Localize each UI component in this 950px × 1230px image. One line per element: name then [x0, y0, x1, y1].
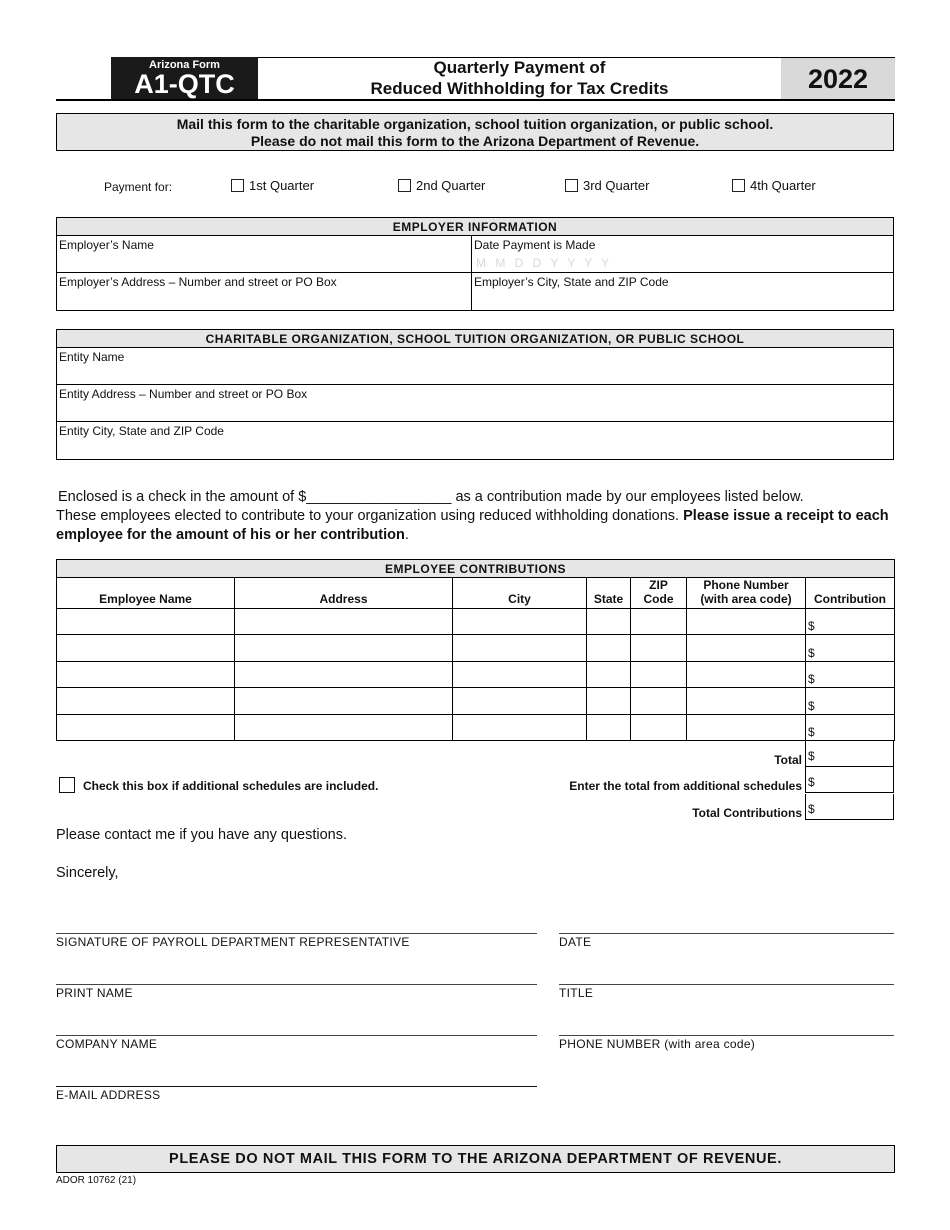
- mail-instructions-banner: [56, 113, 894, 151]
- total-contributions-field[interactable]: $: [805, 794, 894, 820]
- zip-cell[interactable]: [631, 714, 687, 740]
- table-row: [57, 714, 895, 740]
- city-cell[interactable]: [453, 635, 587, 661]
- statement-line1: Enclosed is a check in the amount of $__________________ as a contribution made by our employees listed below.: [58, 489, 804, 505]
- employee-name-cell[interactable]: [57, 661, 235, 687]
- entity-name-label: Entity Name: [59, 350, 125, 364]
- quarter-1-checkbox[interactable]: [231, 179, 244, 192]
- additional-schedules-checkbox-label: Check this box if additional schedules are included.: [83, 779, 379, 793]
- contact-text: Please contact me if you have any questions.: [56, 827, 347, 843]
- company-name-label: COMPANY NAME: [56, 1037, 158, 1051]
- entity-heading: CHARITABLE ORGANIZATION, SCHOOL TUITION ORGANIZATION, OR PUBLIC SCHOOL: [57, 330, 893, 348]
- form-title-line2: Reduced Withholding for Tax Credits: [370, 79, 669, 98]
- state-cell[interactable]: [587, 714, 631, 740]
- form-number-badge: [111, 57, 258, 99]
- print-name-label: PRINT NAME: [56, 986, 133, 1000]
- header-rule: [56, 99, 895, 101]
- quarter-4-label: 4th Quarter: [750, 178, 816, 193]
- table-row: [57, 661, 895, 687]
- quarter-2-label: 2nd Quarter: [416, 178, 486, 193]
- phone-cell[interactable]: [687, 714, 806, 740]
- employer-city-field[interactable]: [471, 273, 893, 310]
- payment-date-placeholder: M M D D Y Y Y Y: [476, 256, 613, 270]
- phone-cell[interactable]: [687, 688, 806, 714]
- mail-instruction-line1: Mail this form to the charitable organization, school tuition organization, or public school.: [176, 116, 774, 132]
- city-cell[interactable]: [453, 714, 587, 740]
- title-line[interactable]: [559, 984, 894, 985]
- state-cell[interactable]: [587, 661, 631, 687]
- state-cell[interactable]: [587, 688, 631, 714]
- sincerely-text: Sincerely,: [56, 865, 119, 881]
- payment-for-label: Payment for:: [104, 180, 173, 194]
- statement-line2: These employees elected to contribute to your organization using reduced withholding donations.: [56, 508, 680, 524]
- phone-cell[interactable]: [687, 635, 806, 661]
- form-year: 2022: [781, 57, 895, 99]
- employee-contributions-table: [56, 559, 895, 741]
- form-label: Arizona Form: [149, 59, 220, 71]
- address-cell[interactable]: [235, 635, 453, 661]
- employer-information-heading: EMPLOYER INFORMATION: [57, 218, 893, 236]
- contributions-body: [57, 609, 895, 741]
- table-row: [57, 609, 895, 635]
- quarter-3-label: 3rd Quarter: [583, 178, 650, 193]
- employee-name-cell[interactable]: [57, 688, 235, 714]
- quarter-2-checkbox[interactable]: [398, 179, 411, 192]
- quarter-1-option[interactable]: [231, 178, 314, 193]
- col-state: State: [587, 578, 631, 609]
- col-address: Address: [235, 578, 453, 609]
- date-label: DATE: [559, 935, 592, 949]
- address-cell[interactable]: [235, 688, 453, 714]
- col-city: City: [453, 578, 587, 609]
- additional-schedules-checkbox[interactable]: [59, 777, 75, 793]
- contribution-cell[interactable]: $: [806, 688, 895, 714]
- zip-cell[interactable]: [631, 635, 687, 661]
- statement-period: .: [404, 527, 409, 543]
- quarter-3-option[interactable]: [565, 178, 649, 193]
- employee-contributions-heading: EMPLOYEE CONTRIBUTIONS: [57, 560, 895, 578]
- employer-information-section: [56, 217, 894, 311]
- phone-cell[interactable]: [687, 661, 806, 687]
- zip-cell[interactable]: [631, 688, 687, 714]
- total-contributions-label: Total Contributions: [692, 806, 802, 820]
- state-cell[interactable]: [587, 635, 631, 661]
- quarter-2-option[interactable]: [398, 178, 485, 193]
- entity-city-field[interactable]: [57, 422, 893, 459]
- employee-name-cell[interactable]: [57, 714, 235, 740]
- quarter-1-label: 1st Quarter: [249, 178, 315, 193]
- total-label: Total: [774, 753, 802, 767]
- address-cell[interactable]: [235, 609, 453, 635]
- col-phone-number: Phone Number (with area code): [687, 578, 806, 609]
- contribution-statement: [56, 488, 901, 545]
- state-cell[interactable]: [587, 609, 631, 635]
- date-line[interactable]: [559, 933, 894, 934]
- entity-name-field[interactable]: [57, 348, 893, 384]
- contribution-cell[interactable]: $: [806, 635, 895, 661]
- email-line[interactable]: [56, 1086, 537, 1087]
- do-not-mail-banner: PLEASE DO NOT MAIL THIS FORM TO THE ARIZONA DEPARTMENT OF REVENUE.: [56, 1145, 895, 1173]
- additional-schedules-total-field[interactable]: $: [805, 767, 894, 793]
- table-row: [57, 688, 895, 714]
- form-number: A1-QTC: [134, 69, 235, 99]
- form-title-line1: Quarterly Payment of: [433, 58, 606, 77]
- quarter-4-option[interactable]: [732, 178, 816, 193]
- employer-name-label: Employer’s Name: [59, 238, 154, 252]
- address-cell[interactable]: [235, 714, 453, 740]
- col-contribution: Contribution: [806, 578, 895, 609]
- employer-address-label: Employer’s Address – Number and street or PO Box: [59, 275, 337, 289]
- print-name-line[interactable]: [56, 984, 537, 985]
- title-label: TITLE: [559, 986, 594, 1000]
- address-cell[interactable]: [235, 661, 453, 687]
- city-cell[interactable]: [453, 688, 587, 714]
- table-row: [57, 635, 895, 661]
- employer-name-field[interactable]: [57, 236, 471, 272]
- contribution-cell[interactable]: $: [806, 661, 895, 687]
- statement-receipt-instruction: Please issue a receipt to each employee for the amount of his or her contribution: [56, 508, 889, 543]
- signature-line[interactable]: [56, 933, 537, 934]
- email-label: E-MAIL ADDRESS: [56, 1088, 161, 1102]
- employee-name-cell[interactable]: [57, 635, 235, 661]
- signature-label: SIGNATURE OF PAYROLL DEPARTMENT REPRESENTATIVE: [56, 935, 410, 949]
- total-field[interactable]: $: [805, 741, 894, 767]
- entity-address-label: Entity Address – Number and street or PO Box: [59, 387, 308, 401]
- employee-name-cell[interactable]: [57, 609, 235, 635]
- city-cell[interactable]: [453, 661, 587, 687]
- zip-cell[interactable]: [631, 661, 687, 687]
- mail-instruction-line2: Please do not mail this form to the Arizona Department of Revenue.: [250, 133, 700, 149]
- city-cell[interactable]: [453, 609, 587, 635]
- entity-address-field[interactable]: [57, 385, 893, 421]
- phone-cell[interactable]: [687, 609, 806, 635]
- payment-date-label: Date Payment is Made: [474, 238, 596, 252]
- contribution-cell[interactable]: $: [806, 714, 895, 740]
- quarter-3-checkbox[interactable]: [565, 179, 578, 192]
- form-title: [258, 57, 781, 99]
- phone-number-line[interactable]: [559, 1035, 894, 1036]
- payment-date-field[interactable]: [471, 236, 893, 272]
- quarter-4-checkbox[interactable]: [732, 179, 745, 192]
- col-zip-code: ZIP Code: [631, 578, 687, 609]
- col-employee-name: Employee Name: [57, 578, 235, 609]
- form-code: ADOR 10762 (21): [56, 1175, 137, 1186]
- entity-section: [56, 329, 894, 460]
- additional-schedules-total-label: Enter the total from additional schedules: [569, 779, 802, 793]
- phone-number-label: PHONE NUMBER (with area code): [559, 1037, 756, 1051]
- entity-city-label: Entity City, State and ZIP Code: [59, 424, 224, 438]
- company-name-line[interactable]: [56, 1035, 537, 1036]
- employer-city-label: Employer’s City, State and ZIP Code: [474, 275, 669, 289]
- employer-address-field[interactable]: [57, 273, 471, 310]
- contribution-cell[interactable]: $: [806, 609, 895, 635]
- zip-cell[interactable]: [631, 609, 687, 635]
